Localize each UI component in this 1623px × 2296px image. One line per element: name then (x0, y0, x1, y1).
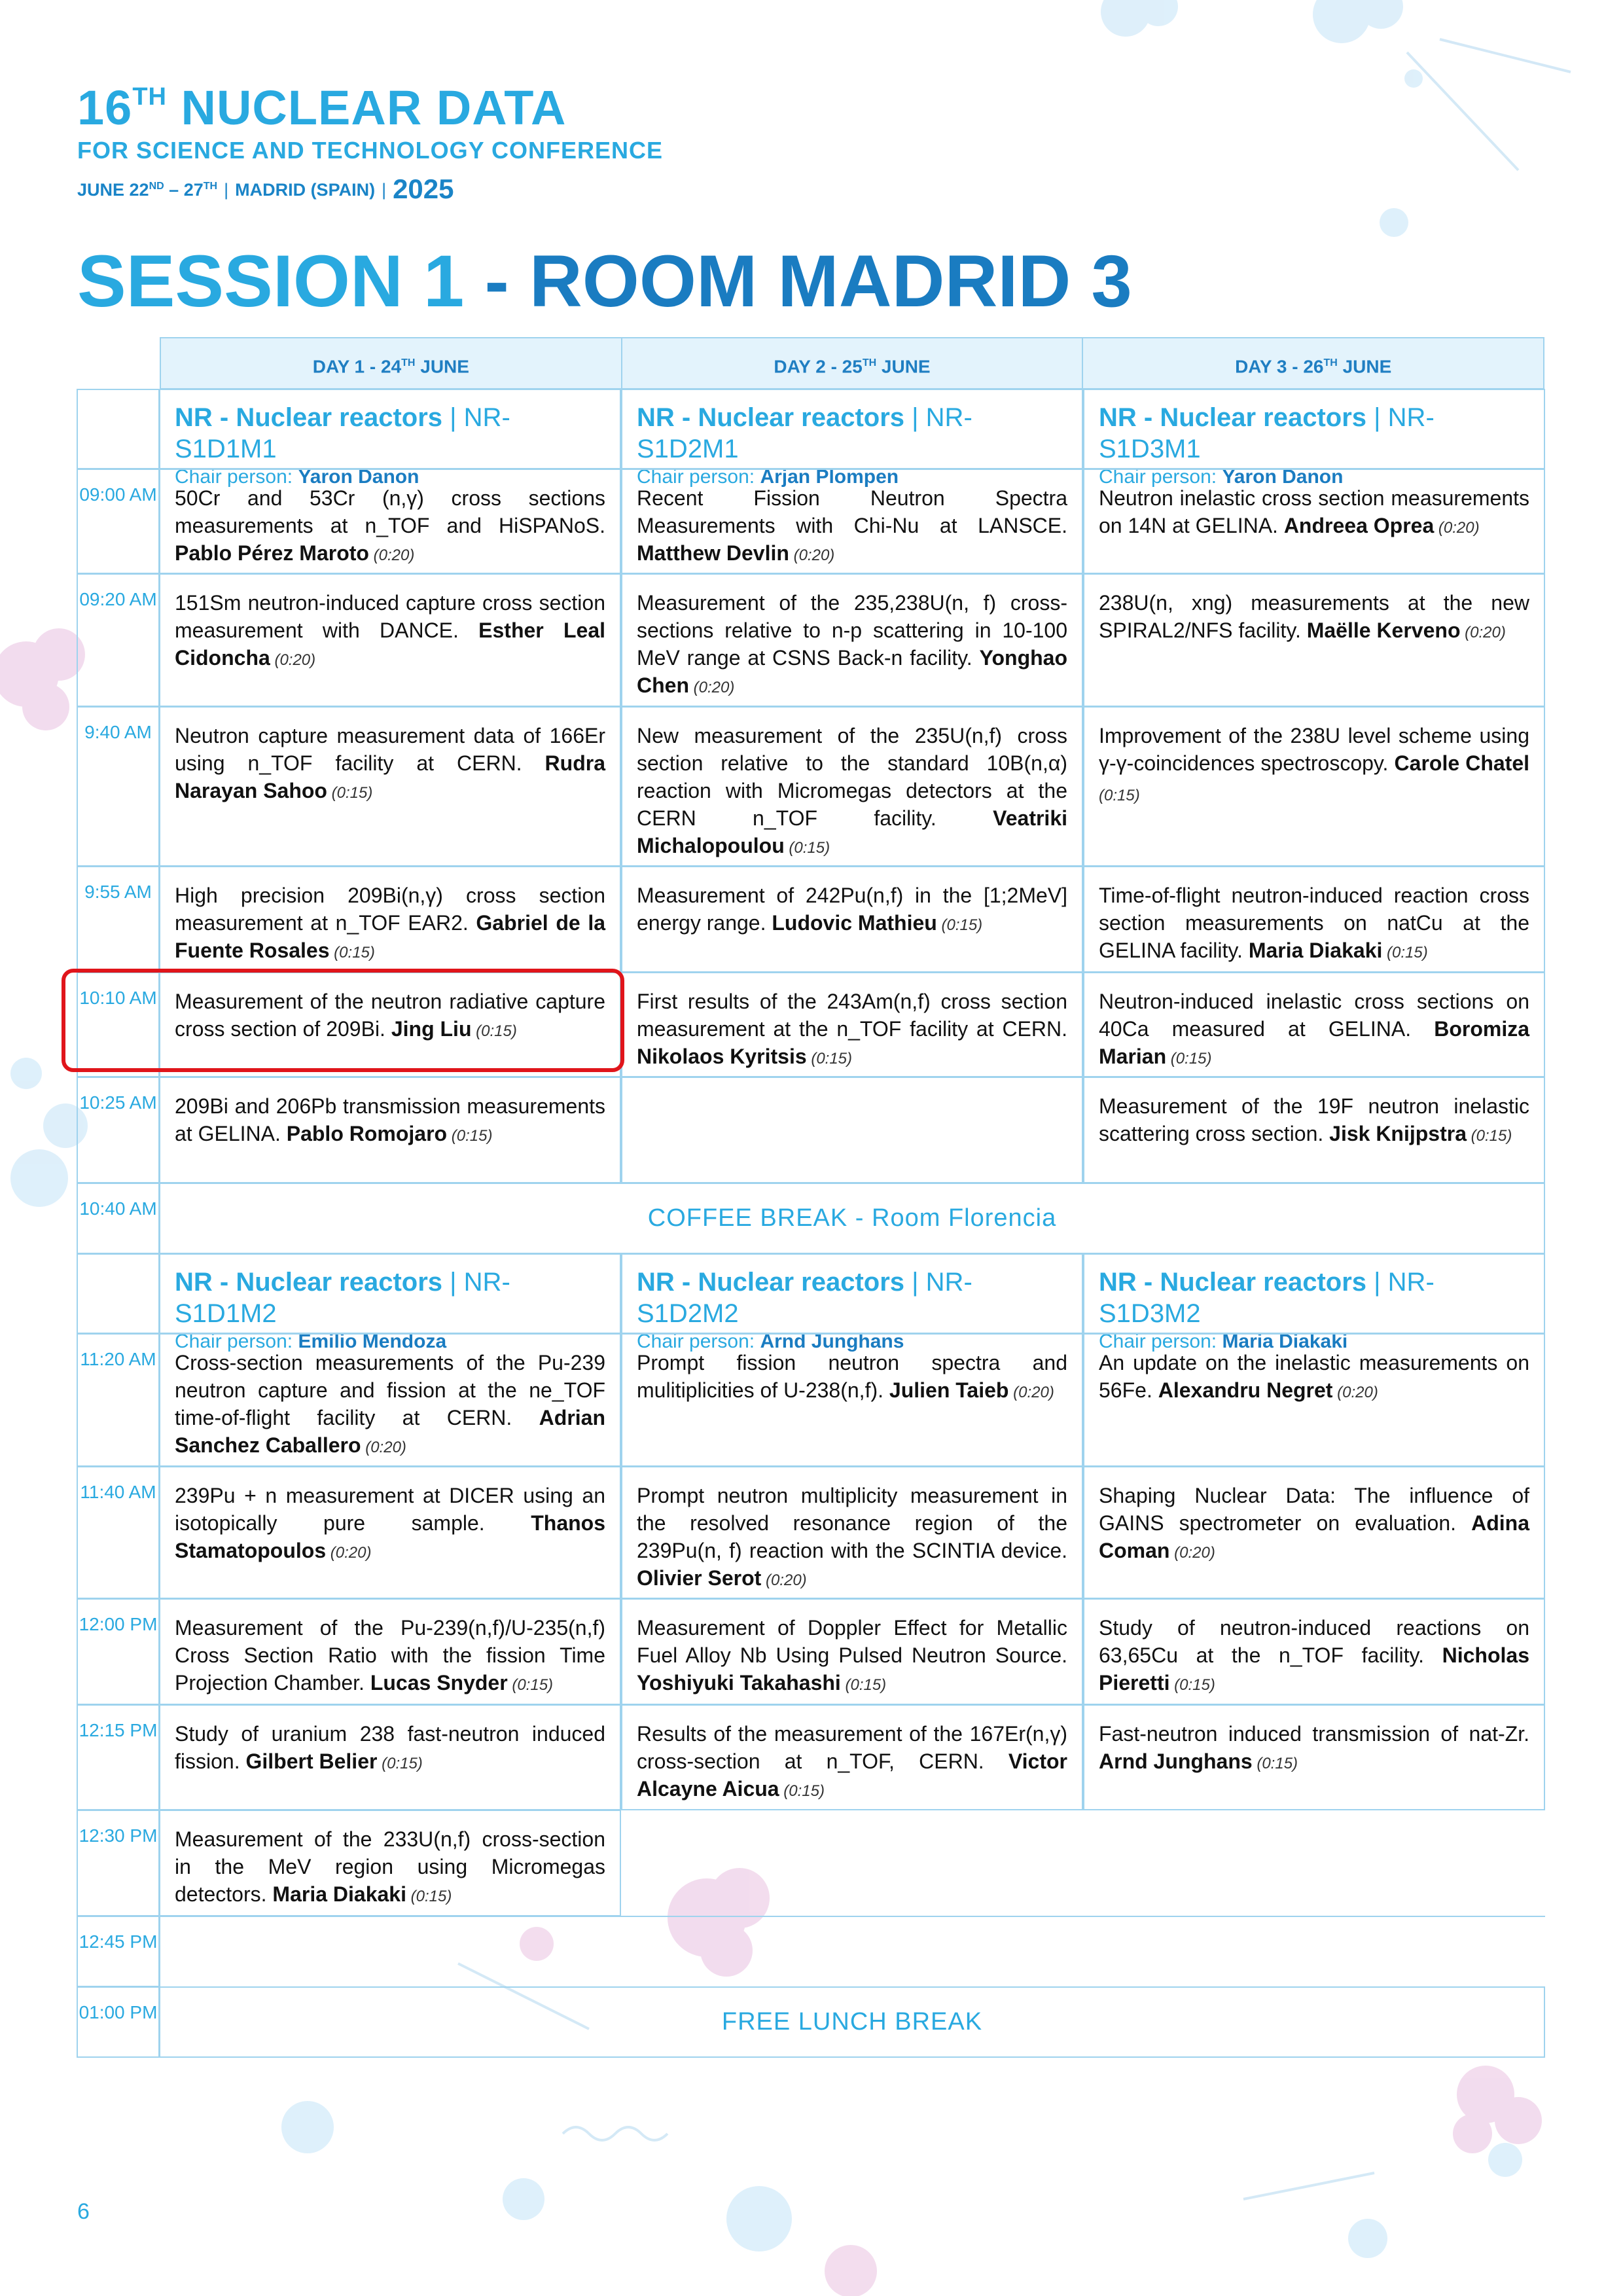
talk-cell: Results of the measurement of the 167Er(n,γ) cross-section at n_TOF, CERN. Victor Alcayne Aicua (0:15) (621, 1704, 1083, 1810)
session-cell-d3: NR - Nuclear reactors | NR-S1D3M2 Chair person: Maria Diakaki (1083, 1253, 1545, 1334)
coffee-break-label: COFFEE BREAK - Room Florencia (159, 1183, 1545, 1254)
talk-cell: Study of neutron-induced reactions on 63,65Cu at the n_TOF facility. Nicholas Pieretti (0:15) (1083, 1598, 1545, 1705)
empty-cell (159, 1916, 1545, 1987)
slot-row (77, 1916, 1544, 1987)
time-cell (77, 389, 160, 469)
time-cell: 9:40 AM (77, 706, 160, 867)
talk-cell: An update on the inelastic measurements on 56Fe. Alexandru Negret (0:20) (1083, 1333, 1545, 1467)
conference-dates-location: JUNE 22ND – 27TH | MADRID (SPAIN) | 2025 (77, 173, 454, 204)
talk-cell: Prompt neutron multiplicity measurement in the resolved resonance region of the 239Pu(n, f) reaction with the SCINTIA device. Olivier Serot (0:20) (621, 1466, 1083, 1599)
highlight-box (62, 969, 624, 1072)
time-cell: 09:00 AM (77, 469, 160, 574)
time-cell: 10:10 AM (77, 972, 160, 1077)
conference-title-line1: 16TH NUCLEAR DATA (77, 81, 567, 135)
talk-cell: Measurement of Doppler Effect for Metallic Fuel Alloy Nb Using Pulsed Neutron Source. Yoshiyuki Takahashi (0:15) (621, 1598, 1083, 1705)
talk-cell: Measurement of 242Pu(n,f) in the [1;2MeV] energy range. Ludovic Mathieu (0:15) (621, 866, 1083, 973)
talk-cell: First results of the 243Am(n,f) cross section measurement at the n_TOF facility at CERN. Nikolaos Kyritsis (0:15) (621, 972, 1083, 1077)
time-cell: 11:40 AM (77, 1466, 160, 1599)
conference-title-line2: FOR SCIENCE AND TECHNOLOGY CONFERENCE (77, 137, 664, 164)
slot-row (77, 867, 1544, 973)
slot-row (77, 1334, 1544, 1467)
talk-cell: 151Sm neutron-induced capture cross section measurement with DANCE. Esther Leal Cidoncha (0:20) (159, 573, 621, 707)
talk-cell: Neutron inelastic cross section measurements on 14N at GELINA. Andreea Oprea (0:20) (1083, 469, 1545, 574)
talk-cell: Recent Fission Neutron Spectra Measurements with Chi-Nu at LANSCE. Matthew Devlin (0:20) (621, 469, 1083, 574)
talk-cell: 238U(n, xng) measurements at the new SPIRAL2/NFS facility. Maëlle Kerveno (0:20) (1083, 573, 1545, 707)
talk-cell: Improvement of the 238U level scheme using γ-γ-coincidences spectroscopy. Carole Chatel (0:15) (1083, 706, 1545, 867)
slot-row (77, 574, 1544, 707)
time-cell: 12:00 PM (77, 1598, 160, 1705)
time-cell: 12:15 PM (77, 1704, 160, 1810)
empty-cell (621, 1077, 1083, 1183)
time-cell: 10:40 AM (77, 1183, 160, 1254)
lunch-break-row (77, 1987, 1544, 2058)
talk-cell: Cross-section measurements of the Pu-239 neutron capture and fission at the ne_TOF time-of-flight facility at CERN. Adrian Sanchez Caballero (0:20) (159, 1333, 621, 1467)
time-cell (77, 1253, 160, 1334)
slot-row (77, 1467, 1544, 1599)
day-header-3: DAY 3 - 26TH JUNE (1082, 338, 1543, 388)
slot-row (77, 1705, 1544, 1810)
time-cell: 11:20 AM (77, 1333, 160, 1467)
slot-row (77, 469, 1544, 574)
slot-row (77, 1810, 1544, 1916)
talk-cell: Neutron-induced inelastic cross sections on 40Ca measured at GELINA. Boromiza Marian (0:15) (1083, 972, 1545, 1077)
time-cell: 01:00 PM (77, 1986, 160, 2058)
day-header-1: DAY 1 - 24TH JUNE (312, 356, 469, 377)
talk-cell: Fast-neutron induced transmission of nat-Zr. Arnd Junghans (0:15) (1083, 1704, 1545, 1810)
slot-row (77, 1599, 1544, 1705)
talk-cell: 50Cr and 53Cr (n,γ) cross sections measurements at n_TOF and HiSPANoS. Pablo Pérez Maroto (0:20) (159, 469, 621, 574)
talk-cell: 239Pu + n measurement at DICER using an isotopically pure sample. Thanos Stamatopoulos (0:20) (159, 1466, 621, 1599)
day-header-row (160, 337, 1544, 389)
slot-row (77, 1077, 1544, 1183)
session-name-row (77, 389, 1544, 488)
talk-cell: 209Bi and 206Pb transmission measurements at GELINA. Pablo Romojaro (0:15) (159, 1077, 621, 1183)
page-number: 6 (77, 2199, 90, 2224)
time-cell: 10:25 AM (77, 1077, 160, 1183)
time-cell: 12:45 PM (77, 1916, 160, 1987)
day-header-2: DAY 2 - 25TH JUNE (621, 338, 1082, 388)
talk-cell: Shaping Nuclear Data: The influence of GAINS spectrometer on evaluation. Adina Coman (0:20) (1083, 1466, 1545, 1599)
talk-cell: Measurement of the neutron radiative capture cross section of 209Bi. Jing Liu (0:15) (159, 972, 621, 1077)
time-cell: 12:30 PM (77, 1810, 160, 1916)
session-name-row (77, 1254, 1544, 1352)
talk-cell: Measurement of the Pu-239(n,f)/U-235(n,f) Cross Section Ratio with the fission Time Projection Chamber. Lucas Snyder (0:15) (159, 1598, 621, 1705)
talk-cell: Study of uranium 238 fast-neutron induced fission. Gilbert Belier (0:15) (159, 1704, 621, 1810)
talk-cell: Measurement of the 233U(n,f) cross-section in the MeV region using Micromegas detectors. Maria Diakaki (0:15) (159, 1810, 621, 1916)
lunch-break-label: FREE LUNCH BREAK (159, 1986, 1545, 2058)
session-cell-d1: NR - Nuclear reactors | NR-S1D1M1 Chair person: Yaron Danon (159, 389, 621, 469)
talk-cell: Measurement of the 19F neutron inelastic scattering cross section. Jisk Knijpstra (0:15) (1083, 1077, 1545, 1183)
talk-cell: Time-of-flight neutron-induced reaction cross section measurements on natCu at the GELINA facility. Maria Diakaki (0:15) (1083, 866, 1545, 973)
talk-cell: Measurement of the 235,238U(n, f) cross-sections relative to n-p scattering in 10-100 MeV range at CSNS Back-n facility. Yonghao Chen (0:20) (621, 573, 1083, 707)
talk-cell: Neutron capture measurement data of 166Er using n_TOF facility at CERN. Rudra Narayan Sahoo (0:15) (159, 706, 621, 867)
session-cell-d2: NR - Nuclear reactors | NR-S1D2M1 Chair person: Arjan Plompen (621, 389, 1083, 469)
coffee-break-row (77, 1183, 1544, 1254)
conference-header (77, 71, 663, 205)
session-cell-d2: NR - Nuclear reactors | NR-S1D2M2 Chair person: Arnd Junghans (621, 1253, 1083, 1334)
session-cell-d1: NR - Nuclear reactors | NR-S1D1M2 Chair person: Emilio Mendoza (159, 1253, 621, 1334)
session-title: SESSION 1 - ROOM MADRID 3 (77, 240, 1132, 322)
talk-cell: High precision 209Bi(n,γ) cross section measurement at n_TOF EAR2. Gabriel de la Fuente Rosales (0:15) (159, 866, 621, 973)
time-cell: 09:20 AM (77, 573, 160, 707)
session-cell-d3: NR - Nuclear reactors | NR-S1D3M1 Chair person: Yaron Danon (1083, 389, 1545, 469)
talk-cell: New measurement of the 235U(n,f) cross section relative to the standard 10B(n,α) reaction with Micromegas detectors at the CERN n_TOF facility. Veatriki Michalopoulou (0:15) (621, 706, 1083, 867)
time-cell: 9:55 AM (77, 866, 160, 973)
talk-cell: Prompt fission neutron spectra and mulitiplicities of U-238(n,f). Julien Taieb (0:20) (621, 1333, 1083, 1467)
slot-row (77, 707, 1544, 867)
